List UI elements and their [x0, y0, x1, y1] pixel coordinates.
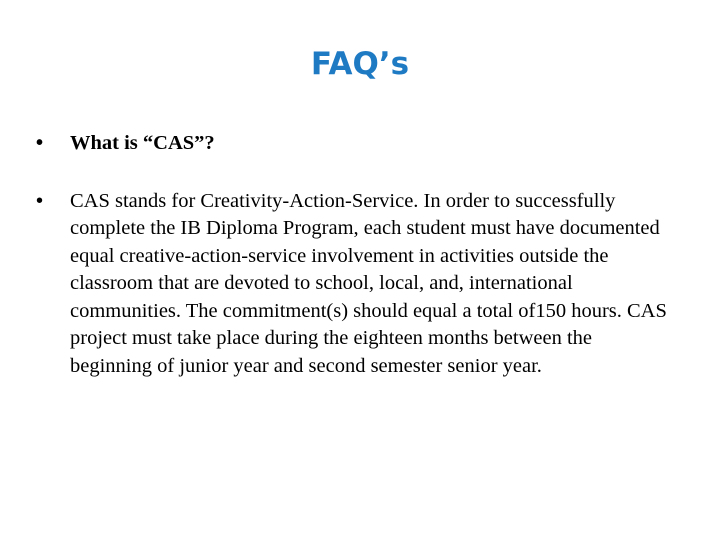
bullet-list	[36, 130, 676, 380]
answer-text: CAS stands for Creativity-Action-Service. In order to successfully complete the IB Diploma Program, each student must have documented equal creative-action-service involvement in activities outside the classroom that are devoted to school, local, and, international communities. The commitment(s) should equal a total of150 hours. CAS project must take place during the eighteen months between the beginning of junior year and second semester senior year.	[70, 189, 667, 377]
bullet-marker: •	[36, 189, 44, 212]
bullet-marker: •	[36, 132, 44, 154]
question-text: What is “CAS”?	[70, 132, 215, 154]
bullet-answer	[36, 188, 676, 381]
slide-title: FAQ’s	[310, 46, 410, 82]
bullet-question	[36, 130, 676, 158]
